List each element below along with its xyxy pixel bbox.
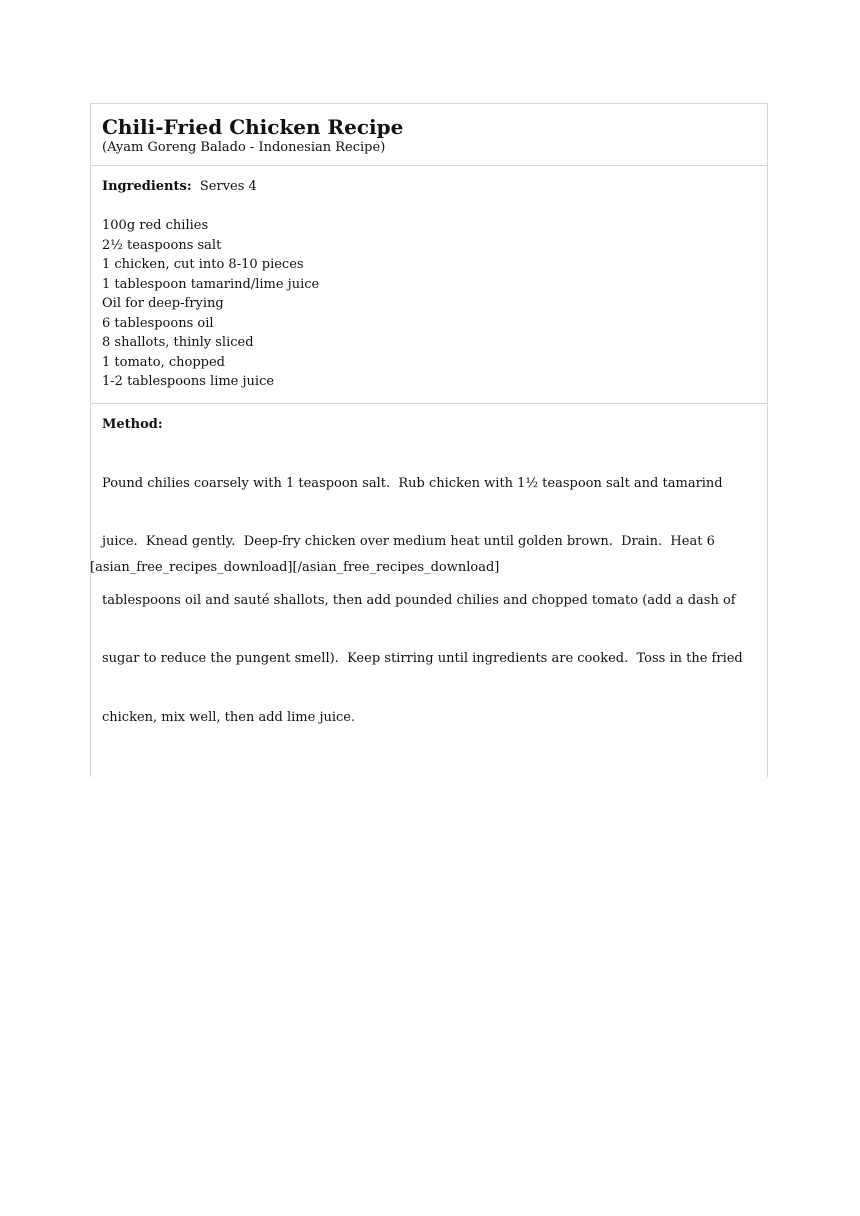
recipe-header	[91, 104, 767, 166]
ingredient-item: 1 tomato, chopped	[102, 354, 225, 370]
ingredients-heading	[102, 177, 756, 196]
method-line: Pound chilies coarsely with 1 teaspoon salt. Rub chicken with 1½ teaspoon salt and tamarind	[102, 475, 723, 491]
recipe-subtitle: (Ayam Goreng Balado - Indonesian Recipe)	[102, 140, 386, 155]
method-section	[91, 404, 767, 778]
recipe-card	[90, 103, 768, 777]
method-line: sugar to reduce the pungent smell). Keep stirring until ingredients are cooked. Toss in the fried	[102, 651, 743, 666]
ingredient-item: 1-2 tablespoons lime juice	[102, 374, 275, 389]
method-line: chicken, mix well, then add lime juice.	[102, 709, 356, 725]
ingredient-item: 100g red chilies	[102, 218, 209, 233]
method-text	[102, 435, 756, 767]
ingredients-label: Ingredients:	[102, 179, 192, 194]
ingredient-item: 1 tablespoon tamarind/lime juice	[102, 276, 320, 292]
ingredient-item: 6 tablespoons oil	[102, 315, 214, 331]
method-line: juice. Knead gently. Deep-fry chicken over medium heat until golden brown. Drain. Heat 6	[102, 534, 715, 549]
serves-text: Serves 4	[199, 179, 257, 194]
ingredient-item: 1 chicken, cut into 8-10 pieces	[102, 257, 304, 272]
download-shortcode: [asian_free_recipes_download][/asian_free_recipes_download]	[90, 560, 500, 575]
ingredient-item: Oil for deep-frying	[102, 296, 224, 311]
recipe-title: Chili-Fried Chicken Recipe	[102, 115, 404, 139]
method-line: tablespoons oil and sauté shallots, then add pounded chilies and chopped tomato (add a dash of	[102, 592, 736, 608]
method-heading: Method:	[102, 416, 163, 432]
ingredient-item: 8 shallots, thinly sliced	[102, 335, 254, 350]
ingredients-section	[91, 166, 767, 404]
ingredient-item: 2½ teaspoons salt	[102, 237, 222, 253]
ingredients-list	[102, 216, 756, 392]
